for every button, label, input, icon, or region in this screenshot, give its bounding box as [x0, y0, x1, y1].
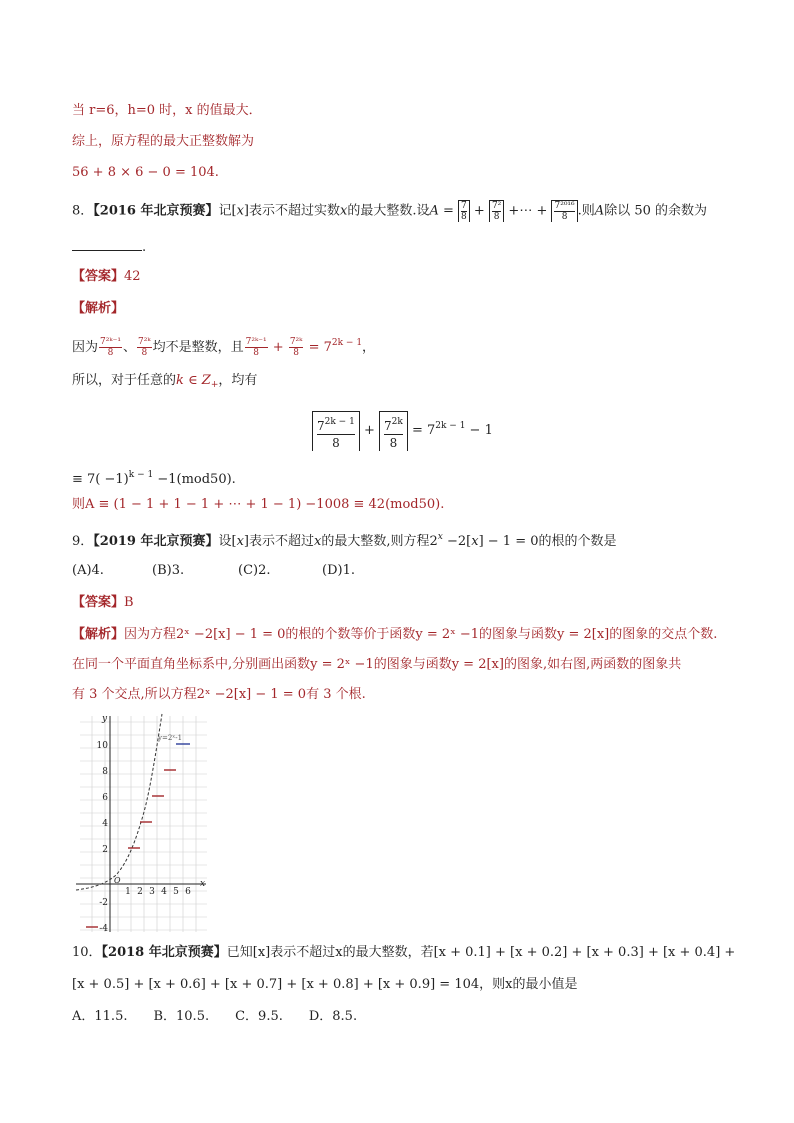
- origin-label: O: [114, 876, 121, 885]
- tail: − 1: [465, 423, 493, 438]
- option-c: (C)2.: [238, 563, 271, 578]
- curve-label: y=2ˣ-1: [158, 734, 183, 742]
- q-stem: 的根的个数是: [538, 534, 617, 549]
- function-graph: [72, 712, 212, 934]
- frac-den: 8: [107, 348, 114, 358]
- frac-num: 7²ᵏ: [138, 337, 151, 347]
- y-tick: -2: [99, 898, 108, 908]
- frac-den: 8: [141, 348, 148, 358]
- big-ceil-2: [379, 411, 408, 451]
- q-stem: ]表示不超过实数: [243, 203, 340, 219]
- analysis-line-3: 有 3 个交点,所以方程2ˣ −2[x] − 1 = 0有 3 个根.: [72, 687, 366, 702]
- text: ，均有: [218, 373, 258, 388]
- exponent: k − 1: [128, 470, 154, 480]
- eq-part: 2: [429, 534, 438, 549]
- base: 7: [383, 418, 392, 433]
- y-tick: 2: [102, 845, 108, 855]
- text: 均不是整数，且: [152, 340, 244, 355]
- answer-label: 【答案】: [72, 595, 125, 610]
- mod-line-2: [72, 496, 444, 514]
- eq-text: = 7: [407, 423, 436, 438]
- x-tick: 2: [137, 887, 143, 897]
- option-a: (A)4.: [72, 563, 104, 578]
- q-stem: 除以 50 的余数为: [604, 203, 707, 219]
- fraction: [245, 337, 268, 358]
- question-10: [72, 944, 735, 962]
- var-x: x: [340, 203, 348, 219]
- big-den: 8: [332, 435, 340, 450]
- text: 所以，对于任意的: [72, 373, 177, 388]
- big-num: [317, 414, 355, 435]
- answer-value: B: [124, 595, 134, 610]
- q9-options: [72, 562, 355, 580]
- text: 因为: [72, 340, 99, 355]
- q-stem: ]表示不超过: [243, 534, 314, 549]
- y-tick: -4: [99, 924, 108, 934]
- eq-part: ] − 1 = 0: [478, 534, 539, 549]
- frac-num: 7²ᵏ⁻¹: [100, 337, 121, 347]
- exponent: x: [437, 532, 443, 542]
- exponent: 2k − 1: [324, 416, 355, 427]
- term-den: 8: [561, 212, 568, 222]
- exponent: 2k − 1: [331, 338, 363, 348]
- question-9: [72, 528, 617, 551]
- exponent: 2k: [391, 416, 403, 427]
- fraction: [289, 337, 304, 358]
- text: ≡ 7( −1): [72, 472, 129, 487]
- term-num: 7: [461, 201, 467, 211]
- big-ceil-1: [312, 411, 360, 451]
- exponent: 2k − 1: [435, 421, 466, 431]
- var-x: x: [236, 203, 244, 219]
- eq-text: = 7: [304, 340, 332, 355]
- q-number: 10．: [72, 945, 102, 960]
- var-x: x: [236, 534, 244, 549]
- q-stem: 的最大整数,则方程: [321, 534, 430, 549]
- answer-label: 【答案】: [72, 269, 125, 284]
- x-tick: 4: [161, 887, 167, 897]
- answer-line: [72, 268, 141, 286]
- q-number: 8．: [72, 203, 94, 219]
- q10-options: A．11.5. B．10.5. C．9.5. D．8.5.: [72, 1009, 358, 1024]
- q-tag: 【2018 年北京预赛】: [101, 945, 227, 960]
- text-line: 当 r=6，h=0 时，x 的值最大．: [72, 103, 262, 118]
- blank-end: .: [142, 240, 147, 255]
- frac-den: 8: [253, 348, 260, 358]
- ceil-term-2: [489, 200, 504, 222]
- y-tick: 8: [102, 767, 108, 777]
- y-axis-label: y: [102, 714, 108, 724]
- ceil-term-3: [551, 200, 577, 222]
- analysis-line-2: 在同一个平面直角坐标系中,分别画出函数y = 2ˣ −1的图象与函数y = 2[x]的图象,如右图,两函数的图象共: [72, 657, 682, 672]
- k-in-z: k ∈ Z: [176, 373, 211, 388]
- option-b: (B)3.: [152, 563, 185, 578]
- x-tick: 6: [185, 887, 191, 897]
- term-den: 8: [461, 212, 467, 222]
- analysis-line-1: [72, 626, 717, 644]
- analysis-label: 【解析】: [72, 627, 125, 642]
- answer-blank: [72, 238, 142, 251]
- text: A ≡ (1 − 1 + 1 − 1 + ⋯ + 1 − 1) −1008 ≡ 42(mod50).: [85, 497, 445, 512]
- text: 因为方程2ˣ −2[x] − 1 = 0的根的个数等价于函数y = 2ˣ −1的图象与函数y = 2[x]的图象的交点个数.: [124, 627, 718, 642]
- eq-part: −2[: [442, 534, 472, 549]
- var-x: x: [314, 534, 322, 549]
- text-line: 56 + 8 × 6 − 0 = 104.: [72, 165, 219, 180]
- display-equation: [312, 408, 493, 451]
- plus: +: [268, 340, 288, 355]
- x-tick: 5: [173, 887, 179, 897]
- term-den: 8: [493, 212, 500, 222]
- option-d: (D)1.: [322, 563, 355, 578]
- question-8: 8．【2016 年北京预赛】记[x]表示不超过实数x的最大整数.设A = $\frac{7}{8}$ + $\frac{\text{7²}}{8}$ +⋯ + $\frac{\text{7²⁰¹⁶}}{8}$.则A除以 50 的余数为: [72, 201, 707, 222]
- text-line: 综上，原方程的最大正整数解为: [72, 134, 255, 149]
- answer-line: [72, 594, 134, 612]
- x-axis-label: x: [200, 879, 206, 889]
- term-num: 7²: [491, 201, 502, 211]
- var-A: A: [429, 203, 439, 219]
- x-tick: 3: [149, 887, 155, 897]
- analysis-line-1: [72, 334, 375, 358]
- text: −1(mod50).: [153, 472, 236, 487]
- y-tick: 10: [96, 741, 108, 751]
- term-num: 7²⁰¹⁶: [554, 201, 575, 211]
- big-num: [384, 414, 403, 435]
- q-stem: .则: [577, 203, 595, 219]
- text: 则: [72, 497, 86, 512]
- eq-sign: =: [438, 203, 459, 219]
- axes: [76, 716, 206, 932]
- frac-den: 8: [293, 348, 299, 358]
- var-x: x: [471, 534, 479, 549]
- q-number: 9．: [72, 534, 94, 549]
- analysis-line-2: [72, 372, 257, 394]
- q-stem: 设[: [218, 534, 237, 549]
- question-10-line-2: [x + 0.5] + [x + 0.6] + [x + 0.7] + [x + 0.8] + [x + 0.9] = 104，则x的最小值是: [72, 977, 578, 992]
- fraction: [99, 337, 122, 358]
- q-tag: 【2016 年北京预赛】: [93, 203, 219, 219]
- base: 7: [317, 418, 325, 433]
- y-tick: 4: [102, 819, 108, 829]
- fraction: [137, 337, 152, 358]
- q-stem: 已知[x]表示不超过x的最大整数，若[x + 0.1] + [x + 0.2] + [x + 0.3] + [x + 0.4] +: [226, 945, 736, 960]
- mod-line-1: [72, 466, 236, 489]
- var-A: A: [594, 203, 605, 219]
- plus-dots: +⋯ +: [504, 203, 552, 219]
- analysis-label: 【解析】: [72, 301, 125, 316]
- y-tick: 6: [102, 793, 108, 803]
- answer-value: 42: [124, 269, 141, 284]
- answer-blank-line: [72, 238, 146, 257]
- frac-num: 7²ᵏ⁻¹: [245, 337, 267, 347]
- q-stem: 的最大整数.设: [347, 203, 430, 219]
- exponential-curve: [76, 714, 162, 890]
- q-tag: 【2019 年北京预赛】: [93, 534, 219, 549]
- plus: +: [359, 423, 379, 438]
- ceil-term-1: [458, 200, 470, 222]
- text: ，: [362, 340, 376, 355]
- big-den: 8: [389, 435, 398, 450]
- text: 、: [123, 340, 137, 355]
- x-tick: 1: [125, 887, 131, 897]
- frac-num: 7²ᵏ: [289, 337, 303, 347]
- q-stem: 记[: [218, 203, 237, 219]
- subscript: +: [210, 380, 219, 390]
